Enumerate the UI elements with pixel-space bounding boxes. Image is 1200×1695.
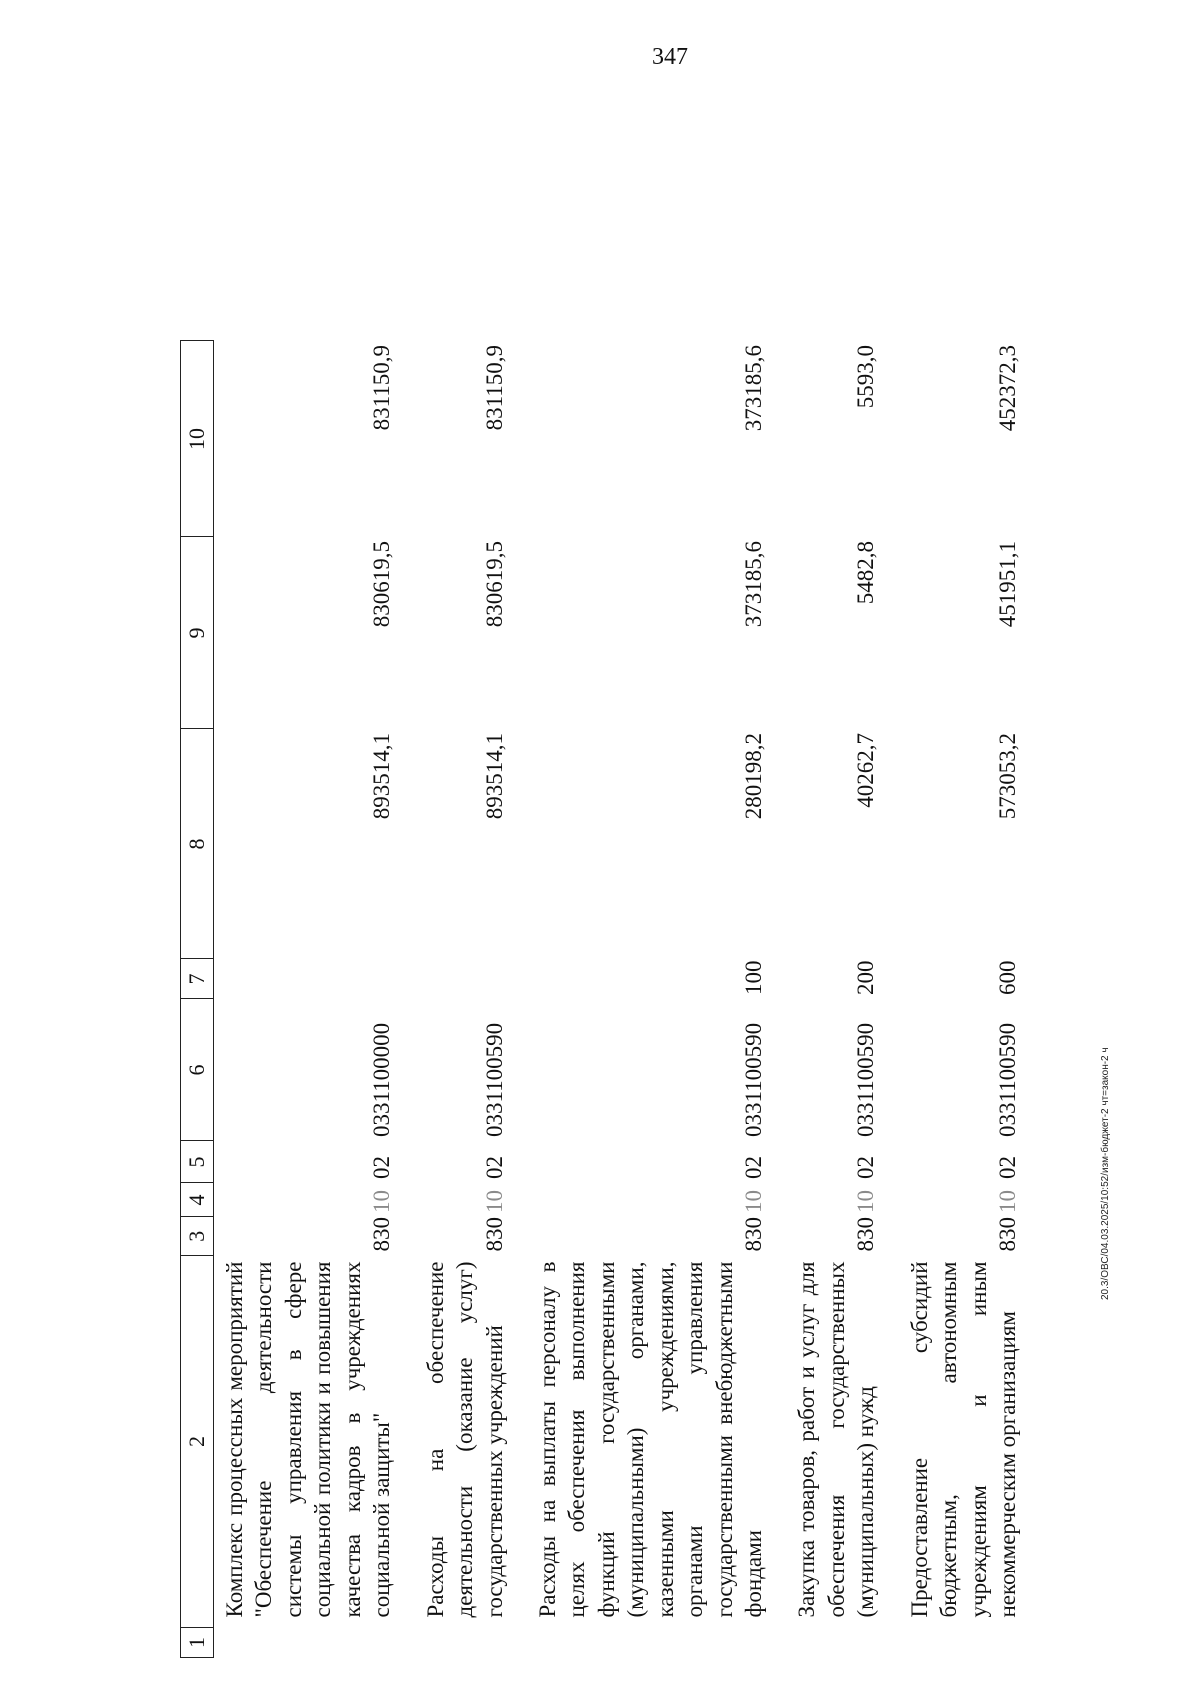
target-article-code: 0331100590 bbox=[995, 1022, 1021, 1137]
expense-name: Расходы на обеспечение деятельности (оказание услуг) государственных учреждений bbox=[422, 1261, 507, 1618]
amount-col8: 280198,2 bbox=[741, 733, 766, 820]
ministry-code: 830 bbox=[369, 1217, 395, 1252]
column-header: 2 bbox=[181, 1256, 214, 1628]
amount-col9: 830619,5 bbox=[369, 541, 395, 628]
column-header: 9 bbox=[181, 537, 214, 729]
ministry-code: 830 bbox=[853, 1217, 879, 1252]
expense-type-code: 200 bbox=[853, 960, 879, 995]
subsection-code: 02 bbox=[741, 1156, 766, 1179]
amount-col8: 573053,2 bbox=[995, 733, 1021, 820]
page-number: 347 bbox=[652, 44, 688, 70]
table-row bbox=[214, 341, 397, 1658]
column-header: 7 bbox=[181, 959, 214, 999]
target-article-code: 0331100590 bbox=[853, 1022, 879, 1137]
amount-col8: 893514,1 bbox=[369, 733, 395, 820]
expense-name: Закупка товаров, работ и услуг для обеспечения государственных (муниципальных) нужд bbox=[794, 1261, 879, 1618]
table-row bbox=[881, 341, 1023, 1658]
amount-col10: 831150,9 bbox=[369, 345, 395, 431]
row-index-cell bbox=[768, 1628, 880, 1658]
column-header: 8 bbox=[181, 729, 214, 959]
column-header: 6 bbox=[181, 999, 214, 1141]
table-header-row bbox=[181, 341, 214, 1658]
target-article-code: 0331100590 bbox=[481, 1022, 507, 1137]
expense-name: Предоставление субсидий бюджетным, автономным учреждениям и иным некоммерческим организациям bbox=[906, 1261, 1021, 1618]
table-row bbox=[397, 341, 509, 1658]
row-index-cell bbox=[214, 1628, 397, 1658]
amount-col9: 830619,5 bbox=[481, 541, 507, 628]
target-article-code: 0331100000 bbox=[369, 1022, 395, 1137]
amount-col10: 373185,6 bbox=[741, 345, 766, 432]
ministry-code: 830 bbox=[741, 1217, 766, 1252]
column-header: 5 bbox=[181, 1141, 214, 1183]
row-index-cell bbox=[881, 1628, 1023, 1658]
expense-type-code: 100 bbox=[741, 960, 766, 995]
amount-col9: 5482,8 bbox=[853, 541, 879, 605]
expense-name: Комплекс процессных мероприятий "Обеспечение деятельности системы управления в сфере социальной политики и повышения качества кадров в учреждениях социальной защиты" bbox=[222, 1261, 395, 1618]
column-header: 4 bbox=[181, 1183, 214, 1217]
expense-type-code bbox=[397, 959, 509, 999]
section-code: 10 bbox=[853, 1190, 879, 1213]
section-code: 10 bbox=[481, 1190, 507, 1213]
ministry-code: 830 bbox=[481, 1217, 507, 1252]
ministry-code: 830 bbox=[995, 1217, 1021, 1252]
document-footer-note: 20.3/ОВС/04.03.2025/10:52/изм-бюджет-2 чт=закон-2 ч bbox=[1100, 1047, 1111, 1300]
amount-col9: 451951,1 bbox=[995, 541, 1021, 628]
row-index-cell bbox=[397, 1628, 509, 1658]
rotated-sheet bbox=[180, 118, 1060, 1678]
column-header: 1 bbox=[181, 1628, 214, 1658]
amount-col10: 452372,3 bbox=[995, 345, 1021, 432]
amount-col8: 893514,1 bbox=[481, 733, 507, 820]
budget-table bbox=[180, 341, 1023, 1659]
table-row bbox=[509, 341, 769, 1658]
expense-name: Расходы на выплаты персоналу в целях обеспечения выполнения функций государственными (муниципальными) органами, казенными учреждениями, органами управления государственными внебюджетными фондами bbox=[534, 1261, 766, 1618]
amount-col10: 831150,9 bbox=[481, 345, 507, 431]
expense-type-code: 600 bbox=[995, 960, 1021, 995]
subsection-code: 02 bbox=[853, 1156, 879, 1179]
amount-col9: 373185,6 bbox=[741, 541, 766, 628]
section-code: 10 bbox=[369, 1190, 395, 1213]
section-code: 10 bbox=[741, 1190, 766, 1213]
section-code: 10 bbox=[995, 1190, 1021, 1213]
column-header: 10 bbox=[181, 341, 214, 537]
subsection-code: 02 bbox=[995, 1156, 1021, 1179]
table-row bbox=[768, 341, 880, 1658]
target-article-code: 0331100590 bbox=[741, 1022, 766, 1137]
subsection-code: 02 bbox=[481, 1156, 507, 1179]
column-header: 3 bbox=[181, 1217, 214, 1256]
row-index-cell bbox=[509, 1628, 769, 1658]
subsection-code: 02 bbox=[369, 1156, 395, 1179]
amount-col10: 5593,0 bbox=[853, 345, 879, 409]
amount-col8: 40262,7 bbox=[853, 733, 879, 808]
expense-type-code bbox=[214, 959, 397, 999]
